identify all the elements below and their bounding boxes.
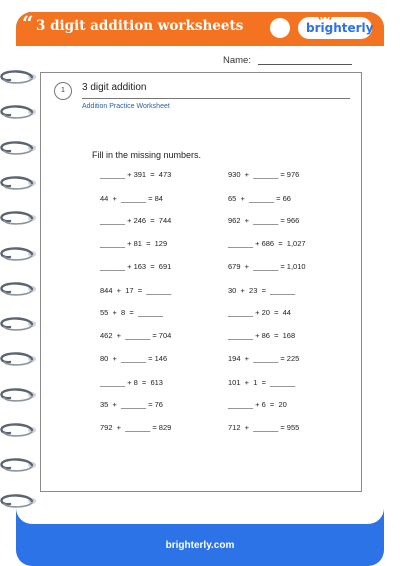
binding-ring-icon (0, 68, 40, 86)
name-field-line[interactable] (258, 64, 352, 65)
problem-right-6: 30 + 23 = ______ (228, 286, 296, 295)
header-title: 3 digit addition worksheets (36, 18, 244, 34)
binding-ring-icon (0, 245, 40, 263)
problem-right-8: ______ + 86 = 168 (228, 331, 296, 340)
problem-left-5: ______ + 163 = 691 (100, 262, 172, 271)
worksheet-number-badge: 1 (54, 82, 72, 100)
problem-left-7: 55 + 8 = ______ (100, 308, 163, 317)
worksheet-border (40, 72, 362, 492)
logo-text: brighterly (306, 21, 374, 35)
problem-right-12: 712 + ______ = 955 (228, 423, 300, 432)
circle-icon (270, 18, 290, 38)
binding-ring-icon (0, 280, 40, 298)
binding-ring-icon (0, 456, 40, 474)
binding-ring-icon (0, 174, 40, 192)
binding-ring-icon (0, 209, 40, 227)
problem-left-3: ______ + 246 = 744 (100, 216, 172, 225)
problem-right-11: ______ + 6 = 20 (228, 400, 287, 409)
problem-left-2: 44 + ______ = 84 (100, 194, 163, 203)
problem-left-8: 462 + ______ = 704 (100, 331, 172, 340)
sun-icon (318, 12, 332, 20)
worksheet-subtitle: Addition Practice Worksheet (82, 103, 170, 110)
quote-icon: “ (22, 11, 34, 35)
problem-left-1: ______ + 391 = 473 (100, 170, 172, 179)
worksheet-title: 3 digit addition (82, 82, 147, 93)
problem-right-10: 101 + 1 = ______ (228, 378, 296, 387)
problem-left-11: 35 + ______ = 76 (100, 400, 163, 409)
instruction-text: Fill in the missing numbers. (92, 150, 202, 160)
binding-ring-icon (0, 386, 40, 404)
name-label: Name: (223, 55, 251, 66)
binding-ring-icon (0, 139, 40, 157)
problem-left-10: ______ + 8 = 613 (100, 378, 163, 387)
problem-left-9: 80 + ______ = 146 (100, 354, 168, 363)
problem-right-9: 194 + ______ = 225 (228, 354, 300, 363)
binding-ring-icon (0, 421, 40, 439)
binding-ring-icon (0, 315, 40, 333)
problem-left-6: 844 + 17 = ______ (100, 286, 172, 295)
problem-right-1: 930 + ______ = 976 (228, 170, 300, 179)
title-divider (82, 98, 350, 99)
problem-right-3: 962 + ______ = 966 (228, 216, 300, 225)
footer-url[interactable]: brighterly.com (165, 540, 235, 551)
problem-right-7: ______ + 20 = 44 (228, 308, 291, 317)
problem-left-12: 792 + ______ = 829 (100, 423, 172, 432)
binding-ring-icon (0, 103, 40, 121)
problem-right-2: 65 + ______ = 66 (228, 194, 291, 203)
problem-right-5: 679 + ______ = 1,010 (228, 262, 306, 271)
binding-ring-icon (0, 350, 40, 368)
problem-right-4: ______ + 686 = 1,027 (228, 239, 306, 248)
binding-ring-icon (0, 492, 40, 510)
problem-left-4: ______ + 81 = 129 (100, 239, 168, 248)
